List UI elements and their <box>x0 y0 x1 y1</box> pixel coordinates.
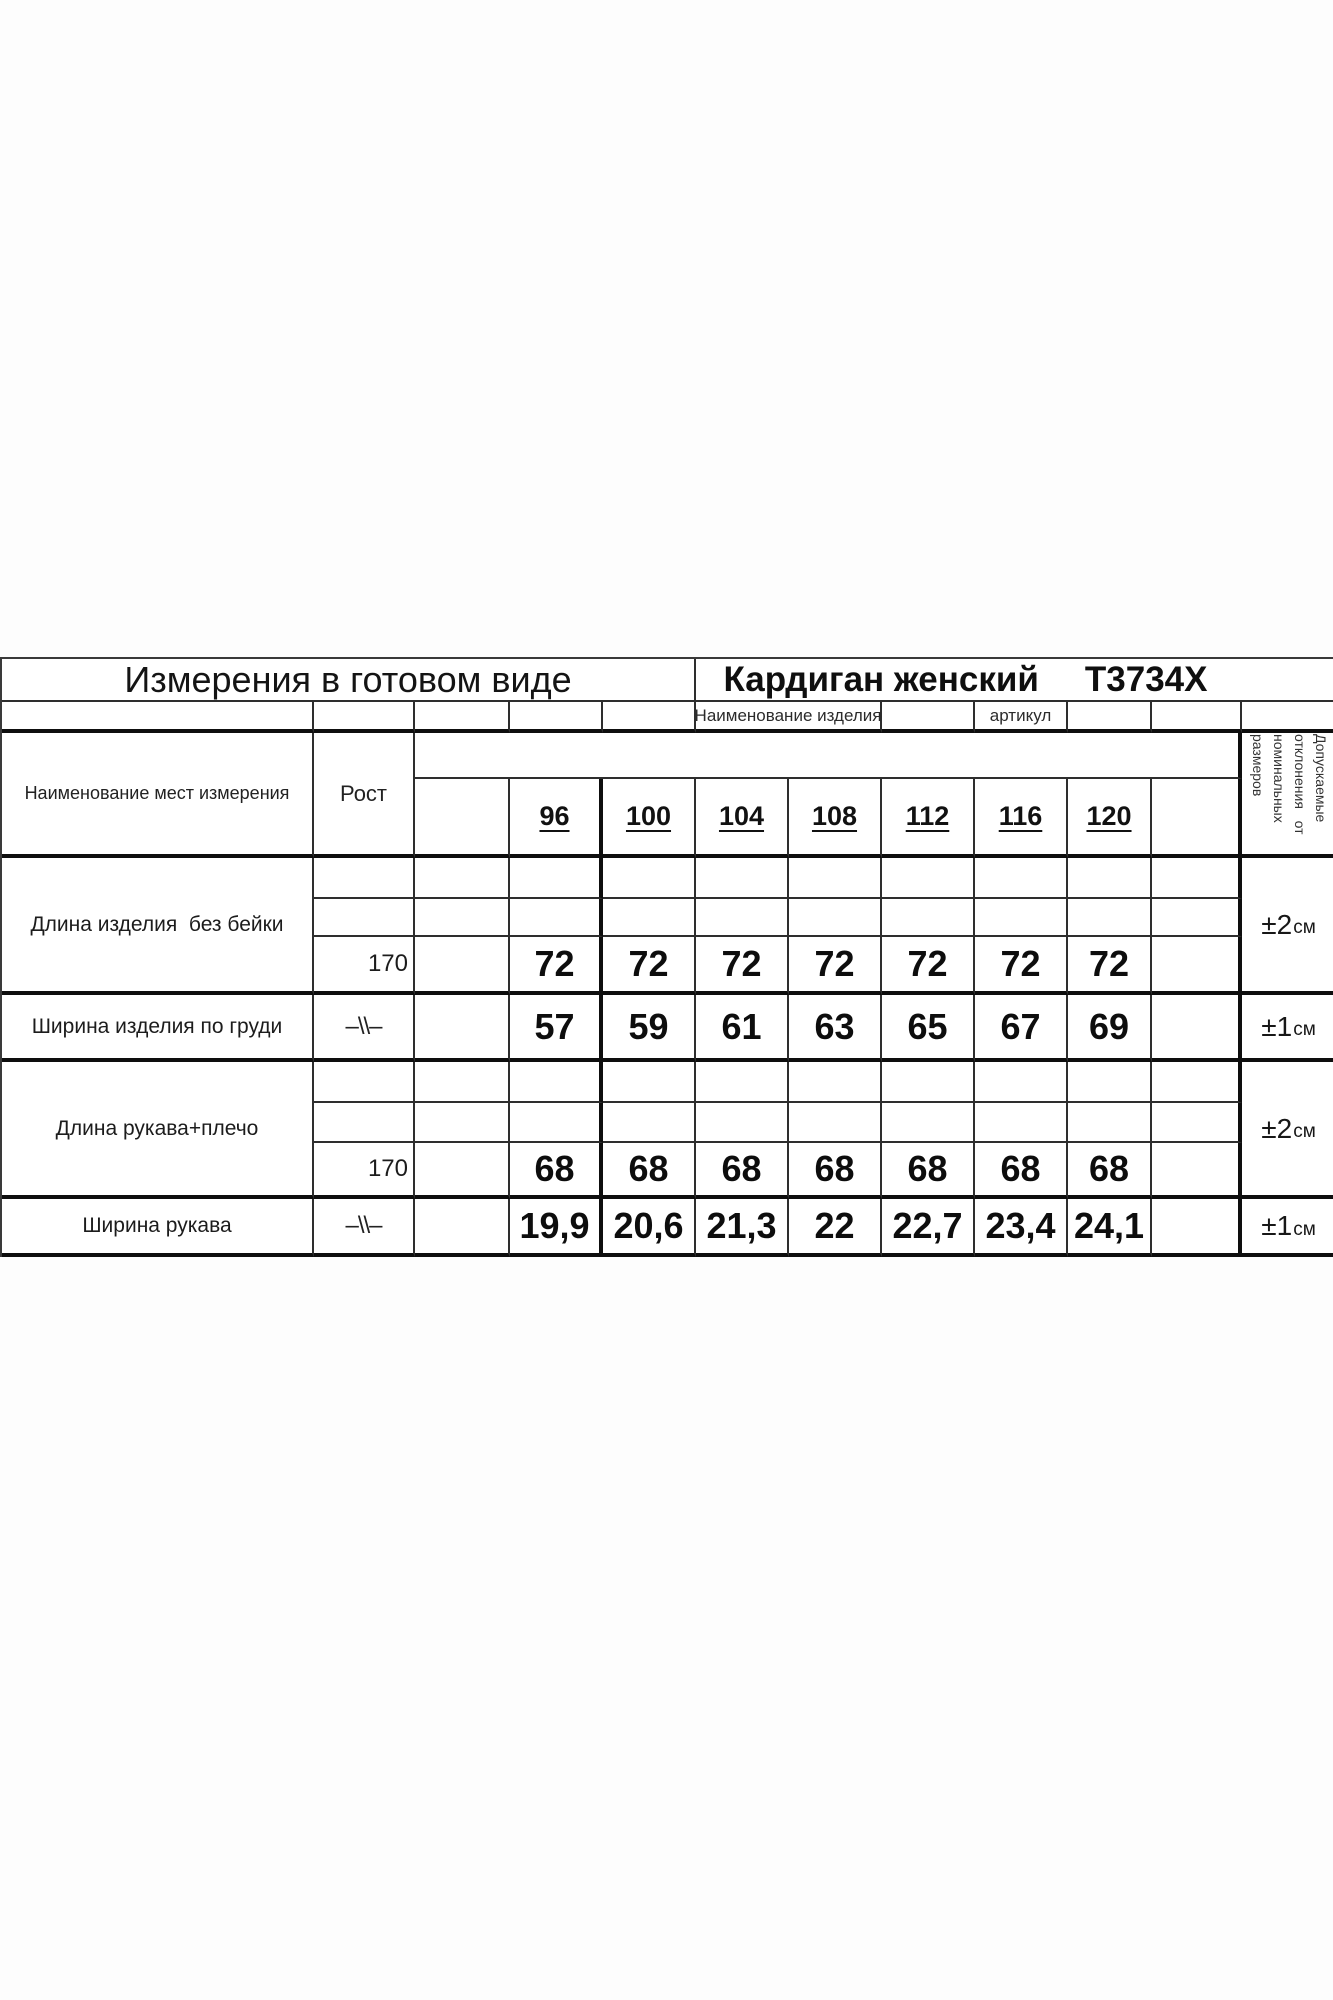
measurement-value: 72 <box>882 937 975 995</box>
measurement-value: 72 <box>1068 937 1152 995</box>
height-header: Рост <box>314 733 415 858</box>
empty-cell <box>975 899 1068 937</box>
empty-cell <box>415 1103 510 1143</box>
product-name: Кардиган женский <box>723 659 1039 699</box>
size-col-header: 96 <box>510 779 603 858</box>
measurement-value: 24,1 <box>1068 1199 1152 1257</box>
empty-cell <box>696 858 789 899</box>
tolerance-number: ±1 <box>1261 1010 1293 1042</box>
row-label: Длина изделия без бейки <box>2 858 314 995</box>
empty-cell <box>789 858 882 899</box>
empty-cell <box>1152 858 1242 899</box>
empty-cell <box>510 702 603 733</box>
measurement-value: 68 <box>882 1143 975 1199</box>
tolerance-header-text <box>1247 734 1331 854</box>
empty-cell <box>882 1062 975 1103</box>
empty-cell <box>1152 937 1242 995</box>
measurement-value: 68 <box>696 1143 789 1199</box>
measurement-value: 59 <box>603 995 696 1062</box>
measurement-value: 22,7 <box>882 1199 975 1257</box>
empty-cell <box>603 899 696 937</box>
tolerance-value <box>1242 995 1333 1062</box>
measurement-value: 20,6 <box>603 1199 696 1257</box>
tolerance-header-line: номинальных <box>1270 733 1287 823</box>
measurement-value: 69 <box>1068 995 1152 1062</box>
empty-cell <box>975 858 1068 899</box>
tolerance-unit: см <box>1293 1019 1316 1040</box>
measurement-value: 23,4 <box>975 1199 1068 1257</box>
measurement-value: 68 <box>510 1143 603 1199</box>
empty-cell <box>314 1062 415 1103</box>
empty-cell <box>603 858 696 899</box>
empty-cell <box>1152 779 1242 858</box>
ditto-mark: –\\– <box>314 995 415 1062</box>
product-title <box>696 659 1333 702</box>
empty-cell <box>696 1103 789 1143</box>
sizes-strip <box>415 733 1242 779</box>
tolerance-unit: см <box>1293 917 1316 938</box>
measurement-value: 68 <box>1068 1143 1152 1199</box>
empty-cell <box>415 1062 510 1103</box>
tolerance-header <box>1242 733 1333 858</box>
measurement-value: 21,3 <box>696 1199 789 1257</box>
empty-cell <box>1152 1103 1242 1143</box>
measurement-value: 22 <box>789 1199 882 1257</box>
empty-cell <box>314 1103 415 1143</box>
empty-cell <box>314 858 415 899</box>
empty-cell <box>314 702 415 733</box>
tolerance-header-line: размеров <box>1249 733 1266 796</box>
empty-cell <box>1068 899 1152 937</box>
empty-cell <box>1152 1143 1242 1199</box>
tolerance-number: ±1 <box>1261 1210 1293 1241</box>
empty-cell <box>1068 858 1152 899</box>
page-title: Измерения в готовом виде <box>2 659 696 702</box>
empty-cell <box>415 779 510 858</box>
empty-cell <box>510 858 603 899</box>
empty-cell <box>789 1103 882 1143</box>
measurement-value: 63 <box>789 995 882 1062</box>
size-col-header: 108 <box>789 779 882 858</box>
empty-cell <box>975 1062 1068 1103</box>
size-col-header: 100 <box>603 779 696 858</box>
empty-cell <box>1068 702 1152 733</box>
empty-cell <box>1068 1062 1152 1103</box>
empty-cell <box>789 1062 882 1103</box>
row-label: Ширина рукава <box>2 1199 314 1257</box>
tolerance-unit: см <box>1293 1218 1316 1240</box>
empty-cell <box>510 1062 603 1103</box>
measurement-value: 72 <box>975 937 1068 995</box>
empty-cell <box>789 899 882 937</box>
measurement-value: 72 <box>696 937 789 995</box>
measurement-value: 72 <box>789 937 882 995</box>
size-col-header: 120 <box>1068 779 1152 858</box>
empty-cell <box>415 899 510 937</box>
empty-cell <box>1152 1062 1242 1103</box>
tolerance-number: ±2 <box>1261 1112 1293 1144</box>
empty-cell <box>2 702 314 733</box>
empty-cell <box>1068 1103 1152 1143</box>
measurement-table <box>0 657 1333 1257</box>
empty-cell <box>415 995 510 1062</box>
empty-cell <box>603 702 696 733</box>
measurement-value: 72 <box>510 937 603 995</box>
measurement-value: 68 <box>789 1143 882 1199</box>
size-col-header: 116 <box>975 779 1068 858</box>
measurement-value: 68 <box>975 1143 1068 1199</box>
measurement-value: 68 <box>603 1143 696 1199</box>
empty-cell <box>510 899 603 937</box>
product-name-label: Наименование изделия <box>696 702 882 733</box>
empty-cell <box>1152 899 1242 937</box>
tolerance-header-line: отклонения от <box>1291 733 1308 834</box>
empty-cell <box>603 1062 696 1103</box>
tolerance-unit: см <box>1293 1121 1316 1142</box>
row-label: Длина рукава+плечо <box>2 1062 314 1199</box>
size-col-header: 112 <box>882 779 975 858</box>
empty-cell <box>1152 995 1242 1062</box>
empty-cell <box>696 899 789 937</box>
empty-cell <box>415 702 510 733</box>
places-header: Наименование мест измерения <box>2 733 314 858</box>
measurement-value: 57 <box>510 995 603 1062</box>
empty-cell <box>415 1199 510 1257</box>
ditto-mark: –\\– <box>314 1199 415 1257</box>
article-code: Т3734Х <box>1084 659 1208 699</box>
height-value: 170 <box>314 1143 415 1199</box>
tolerance-value <box>1242 1199 1333 1257</box>
empty-cell <box>314 899 415 937</box>
size-col-header: 104 <box>696 779 789 858</box>
empty-cell <box>1152 1199 1242 1257</box>
measurement-value: 67 <box>975 995 1068 1062</box>
empty-cell <box>975 1103 1068 1143</box>
measurement-value: 19,9 <box>510 1199 603 1257</box>
empty-cell <box>510 1103 603 1143</box>
empty-cell <box>882 899 975 937</box>
measurement-value: 72 <box>603 937 696 995</box>
empty-cell <box>415 858 510 899</box>
empty-cell <box>882 702 975 733</box>
empty-cell <box>882 1103 975 1143</box>
measurement-value: 65 <box>882 995 975 1062</box>
empty-cell <box>696 1062 789 1103</box>
tolerance-number: ±2 <box>1261 908 1293 940</box>
row-label: Ширина изделия по груди <box>2 995 314 1062</box>
empty-cell <box>1242 702 1333 733</box>
height-value: 170 <box>314 937 415 995</box>
measurement-value: 61 <box>696 995 789 1062</box>
empty-cell <box>882 858 975 899</box>
tolerance-value <box>1242 858 1333 995</box>
empty-cell <box>1152 702 1242 733</box>
article-label: артикул <box>975 702 1068 733</box>
tolerance-value <box>1242 1062 1333 1199</box>
tolerance-header-line: Допускаемые <box>1312 733 1329 822</box>
empty-cell <box>415 1143 510 1199</box>
empty-cell <box>603 1103 696 1143</box>
empty-cell <box>415 937 510 995</box>
